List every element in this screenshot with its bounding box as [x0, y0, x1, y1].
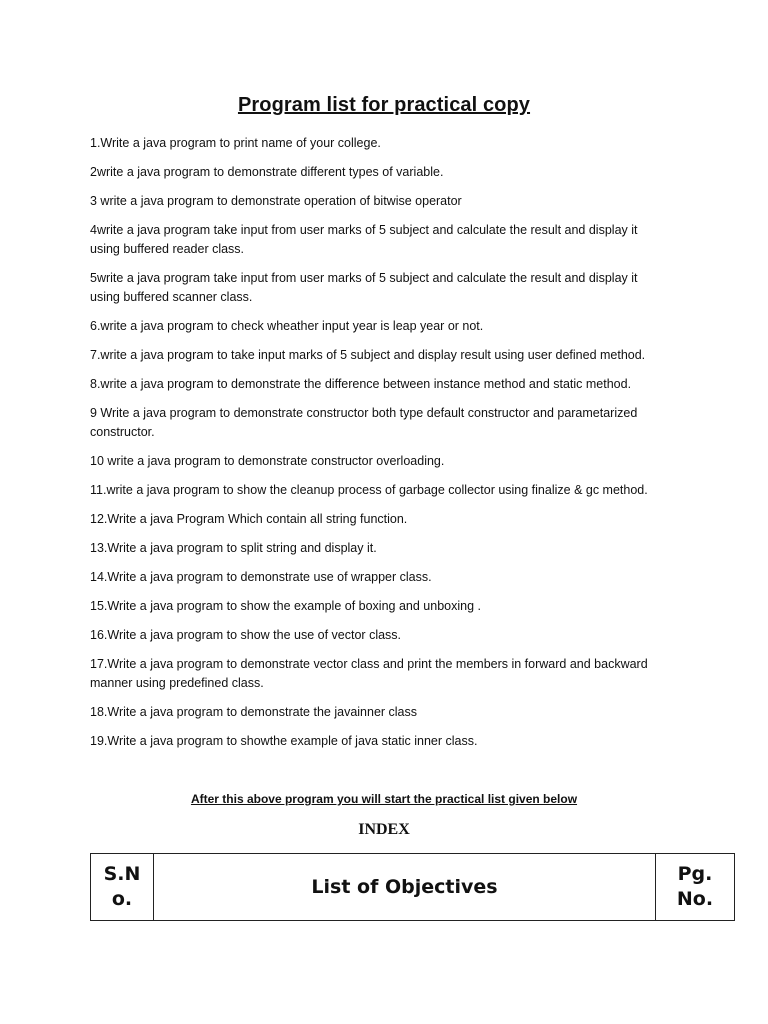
objectives-header: List of Objectives [154, 854, 656, 921]
practical-list-note: After this above program you will start the practical list given below [190, 792, 578, 806]
program-item: 9 Write a java program to demonstrate constructor both type default constructor and parametarized constructor. [90, 406, 638, 439]
program-item: 6.write a java program to check wheather input year is leap year or not. [90, 319, 484, 333]
index-table [90, 853, 735, 921]
program-item: 11.write a java program to show the cleanup process of garbage collector using finalize & gc method. [90, 483, 648, 497]
program-item: 12.Write a java Program Which contain all string function. [90, 512, 408, 526]
program-item: 15.Write a java program to show the example of boxing and unboxing . [90, 599, 481, 613]
index-header-row [91, 854, 735, 921]
program-item: 17.Write a java program to demonstrate vector class and print the members in forward and backward manner using predefined class. [90, 657, 648, 690]
sno-header [91, 854, 154, 921]
program-item: 18.Write a java program to demonstrate the javainner class [90, 705, 418, 719]
program-item: 13.Write a java program to split string and display it. [90, 541, 377, 555]
program-item: 16.Write a java program to show the use of vector class. [90, 628, 402, 642]
program-item: 5write a java program take input from user marks of 5 subject and calculate the result and display it using buffered scanner class. [90, 271, 638, 304]
program-item: 8.write a java program to demonstrate the difference between instance method and static method. [90, 377, 632, 391]
sno-header-label: S.No. [103, 863, 141, 910]
program-list [90, 134, 670, 761]
page-number-header [656, 854, 735, 921]
program-item: 14.Write a java program to demonstrate use of wrapper class. [90, 570, 432, 584]
program-item: 19.Write a java program to showthe example of java static inner class. [90, 734, 478, 748]
program-item: 2write a java program to demonstrate different types of variable. [90, 165, 444, 179]
page-title: Program list for practical copy [237, 94, 531, 116]
program-item: 4write a java program take input from user marks of 5 subject and calculate the result and display it using buffered reader class. [90, 223, 638, 256]
program-item: 7.write a java program to take input marks of 5 subject and display result using user defined method. [90, 348, 646, 362]
program-item: 3 write a java program to demonstrate operation of bitwise operator [90, 194, 462, 208]
page-number-header-label: Pg. No. [676, 863, 714, 910]
program-item: 10 write a java program to demonstrate constructor overloading. [90, 454, 445, 468]
index-heading: INDEX [358, 821, 410, 838]
program-item: 1.Write a java program to print name of your college. [90, 136, 381, 150]
